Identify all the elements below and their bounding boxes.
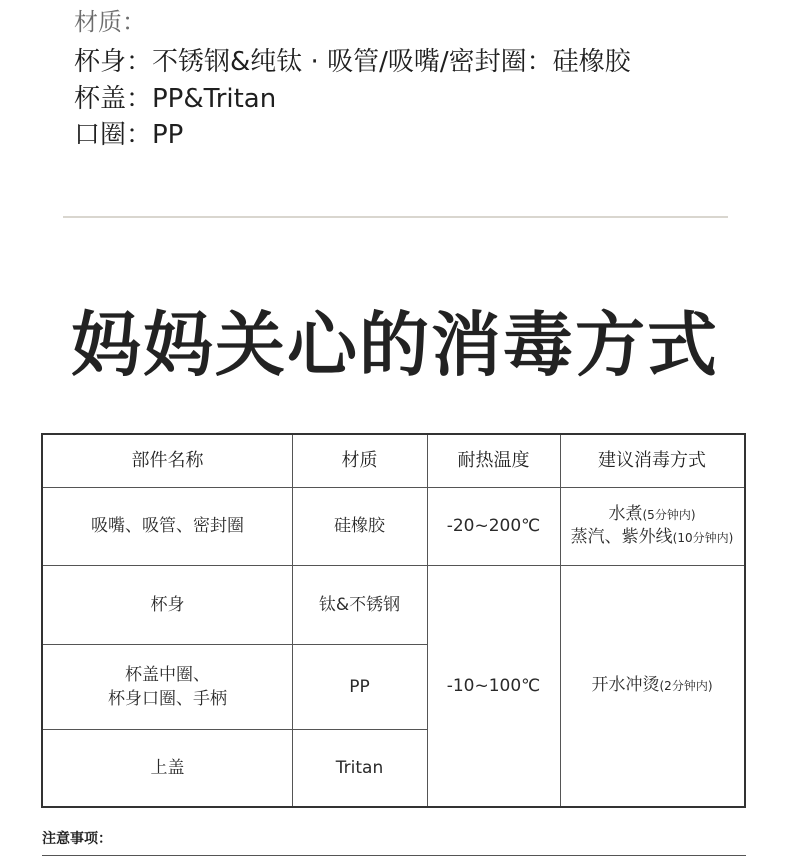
material-cell: PP xyxy=(349,676,370,697)
part-name: 杯盖中圈、 xyxy=(125,664,210,685)
section-divider xyxy=(63,216,728,218)
materials-line-rim: 口圈：PP xyxy=(74,120,184,150)
part-name: 吸嘴、吸管、密封圈 xyxy=(91,516,244,536)
method-main: 蒸汽、紫外线 xyxy=(570,527,673,547)
part-name: 杯身口圈、手柄 xyxy=(108,688,227,709)
temp-cell: -20~200℃ xyxy=(446,516,541,536)
materials-line-lid: 杯盖：PP&Tritan xyxy=(74,84,277,114)
notes-title: 注意事项： xyxy=(42,831,112,847)
method-note: (2分钟内) xyxy=(659,679,713,693)
method-note: (5分钟内) xyxy=(642,508,696,522)
part-name: 杯身 xyxy=(150,594,185,615)
disinfection-table xyxy=(41,433,746,808)
method-cell xyxy=(560,565,744,806)
material-cell: Tritan xyxy=(335,757,384,778)
page-title: 妈妈关心的消毒方式 xyxy=(71,304,719,386)
notes-rule xyxy=(42,855,746,856)
material-cell: 硅橡胶 xyxy=(334,516,385,536)
materials-line-body: 杯身：不锈钢&纯钛 · 吸管/吸嘴/密封圈：硅橡胶 xyxy=(74,47,631,77)
material-cell: 钛&不锈钢 xyxy=(318,594,401,615)
method-main: 水煮 xyxy=(608,504,643,524)
table-row xyxy=(43,565,292,644)
table-row xyxy=(43,729,292,806)
materials-heading: 材质： xyxy=(74,8,146,36)
method-cell xyxy=(560,487,744,565)
part-name: 上盖 xyxy=(150,757,185,778)
temp-cell: -10~100℃ xyxy=(446,675,541,696)
method-main: 开水冲烫 xyxy=(591,675,660,695)
table-row xyxy=(43,644,292,729)
header-heat-resistance: 耐热温度 xyxy=(457,450,530,471)
header-disinfection-method: 建议消毒方式 xyxy=(598,450,706,471)
header-material: 材质 xyxy=(341,450,378,471)
header-part-name: 部件名称 xyxy=(131,450,204,471)
method-note: (10分钟内) xyxy=(672,531,734,545)
table-row xyxy=(43,487,292,565)
